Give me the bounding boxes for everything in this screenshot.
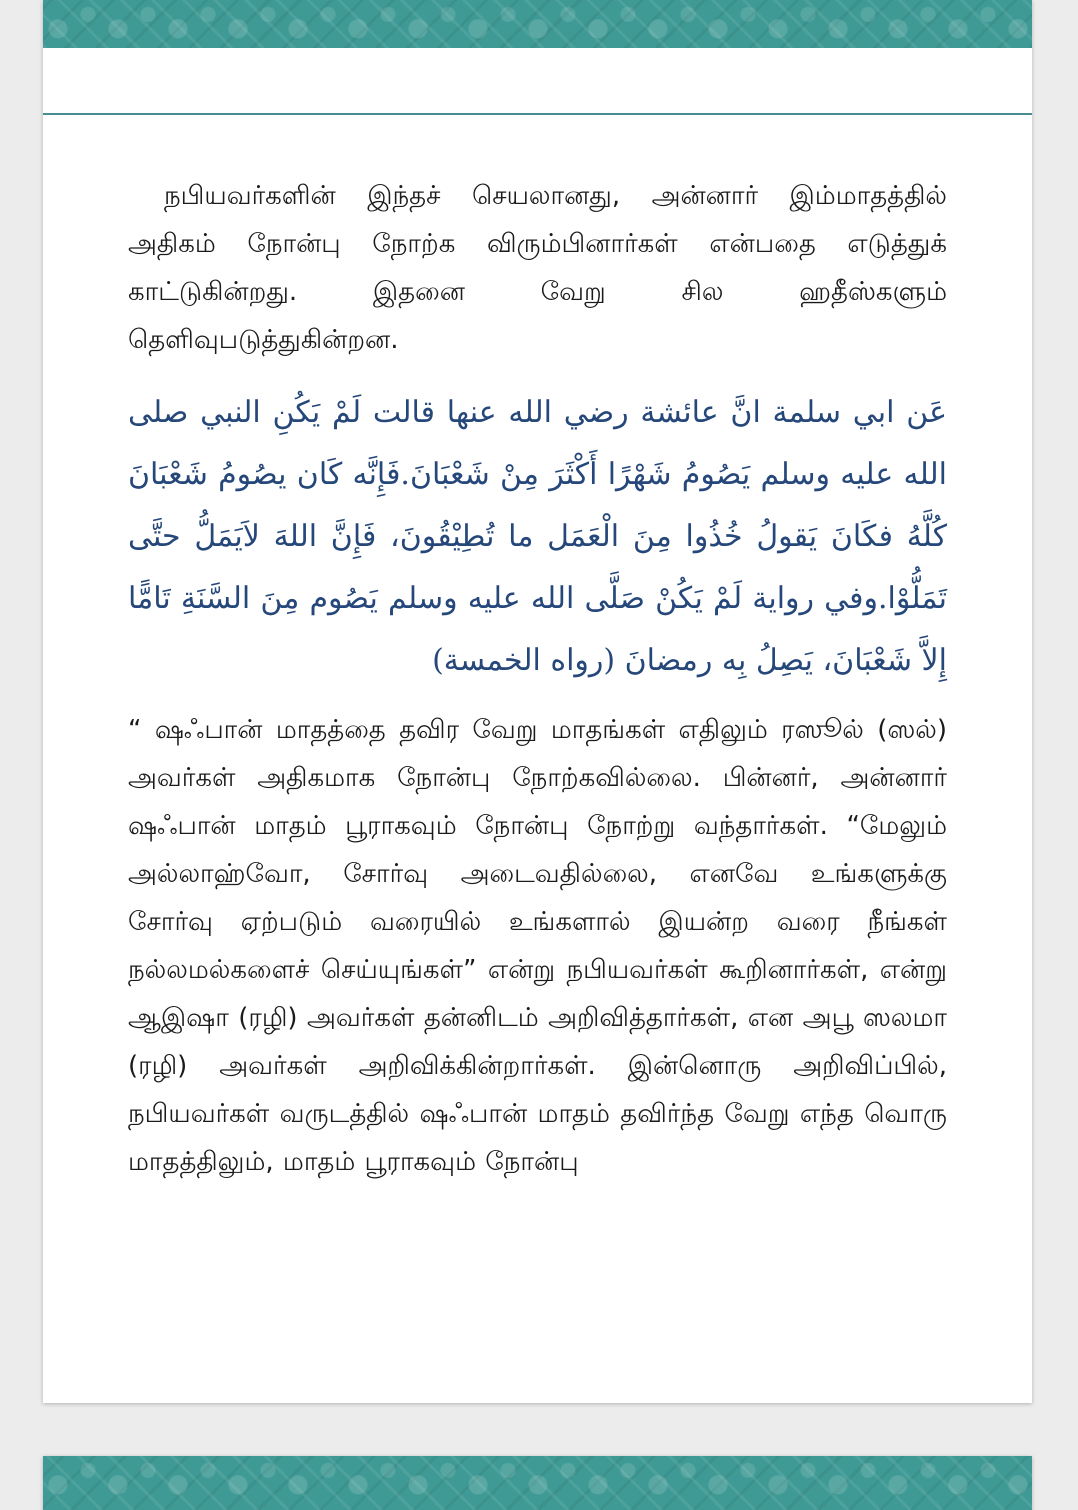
decorative-header-band bbox=[43, 0, 1032, 48]
intro-paragraph: நபியவர்களின் இந்தச் செயலானது, அன்னார் இம்மாதத்தில் அதிகம் நோன்பு நோற்க விரும்பினார்கள் என்பதை எடுத்துக் காட்டுகின்றது. இதனை வேறு சில ஹதீஸ்களும் தெளிவுபடுத்துகின்றன. bbox=[128, 181, 947, 355]
translation-paragraph: “ ஷஃபான் மாதத்தை தவிர வேறு மாதங்கள் எதிலும் ரஸூல் (ஸல்) அவர்கள் அதிகமாக நோன்பு நோற்கவில்லை. பின்னர், அன்னார் ஷஃபான் மாதம் பூராகவும் நோன்பு நோற்று வந்தார்கள். “மேலும் அல்லாஹ்வோ, சோர்வு அடைவதில்லை, எனவே உங்களுக்கு சோர்வு ஏற்படும் வரையில் உங்களால் இயன்ற வரை நீங்கள் நல்லமல்களைச் செய்யுங்கள்” என்று நபியவர்கள் கூறினார்கள், என்று ஆஇஷா (ரழி) அவர்கள் தன்னிடம் அறிவித்தார்கள், என அபூ ஸலமா (ரழி) அவர்கள் அறிவிக்கின்றார்கள். இன்னொரு அறிவிப்பில், நபியவர்கள் வருடத்தில் ஷஃபான் மாதம் தவிர்ந்த வேறு எந்த வொரு மாதத்திலும், மாதம் பூராகவும் நோன்பு bbox=[128, 715, 947, 1177]
hadith-arabic-text: عَن ابي سلمة انَّ عائشة رضي الله عنها قالت لَمْ يَكُنِ النبي صلى الله عليه وسلم يَصُومُ شَهْرًا أَكْثَرَ مِنْ شَعْبَانَ.فَإِنَّه كَان يصُومُ شَعْبَانَ كُلَّهُ فكَانَ يَقولُ خُذُوا مِنَ الْعَمَل ما تُطِيْقُونَ، فَإِنَّ اللهَ لاَيَمَلُّ حتَّى تَمَلُّوْا.وفي رواية لَمْ يَكُنْ صَلَّى الله عليه وسلم يَصُوم مِنَ السَّنَةِ تَامًّا إِلاَّ شَعْبَانَ، يَصِلُ بِه رمضانَ (رواه الخمسة) bbox=[128, 395, 947, 678]
header-divider bbox=[43, 113, 1032, 115]
document-page bbox=[43, 0, 1032, 1403]
next-document-page bbox=[43, 1456, 1032, 1510]
page-content bbox=[128, 172, 947, 1186]
decorative-header-band-next bbox=[43, 1456, 1032, 1510]
